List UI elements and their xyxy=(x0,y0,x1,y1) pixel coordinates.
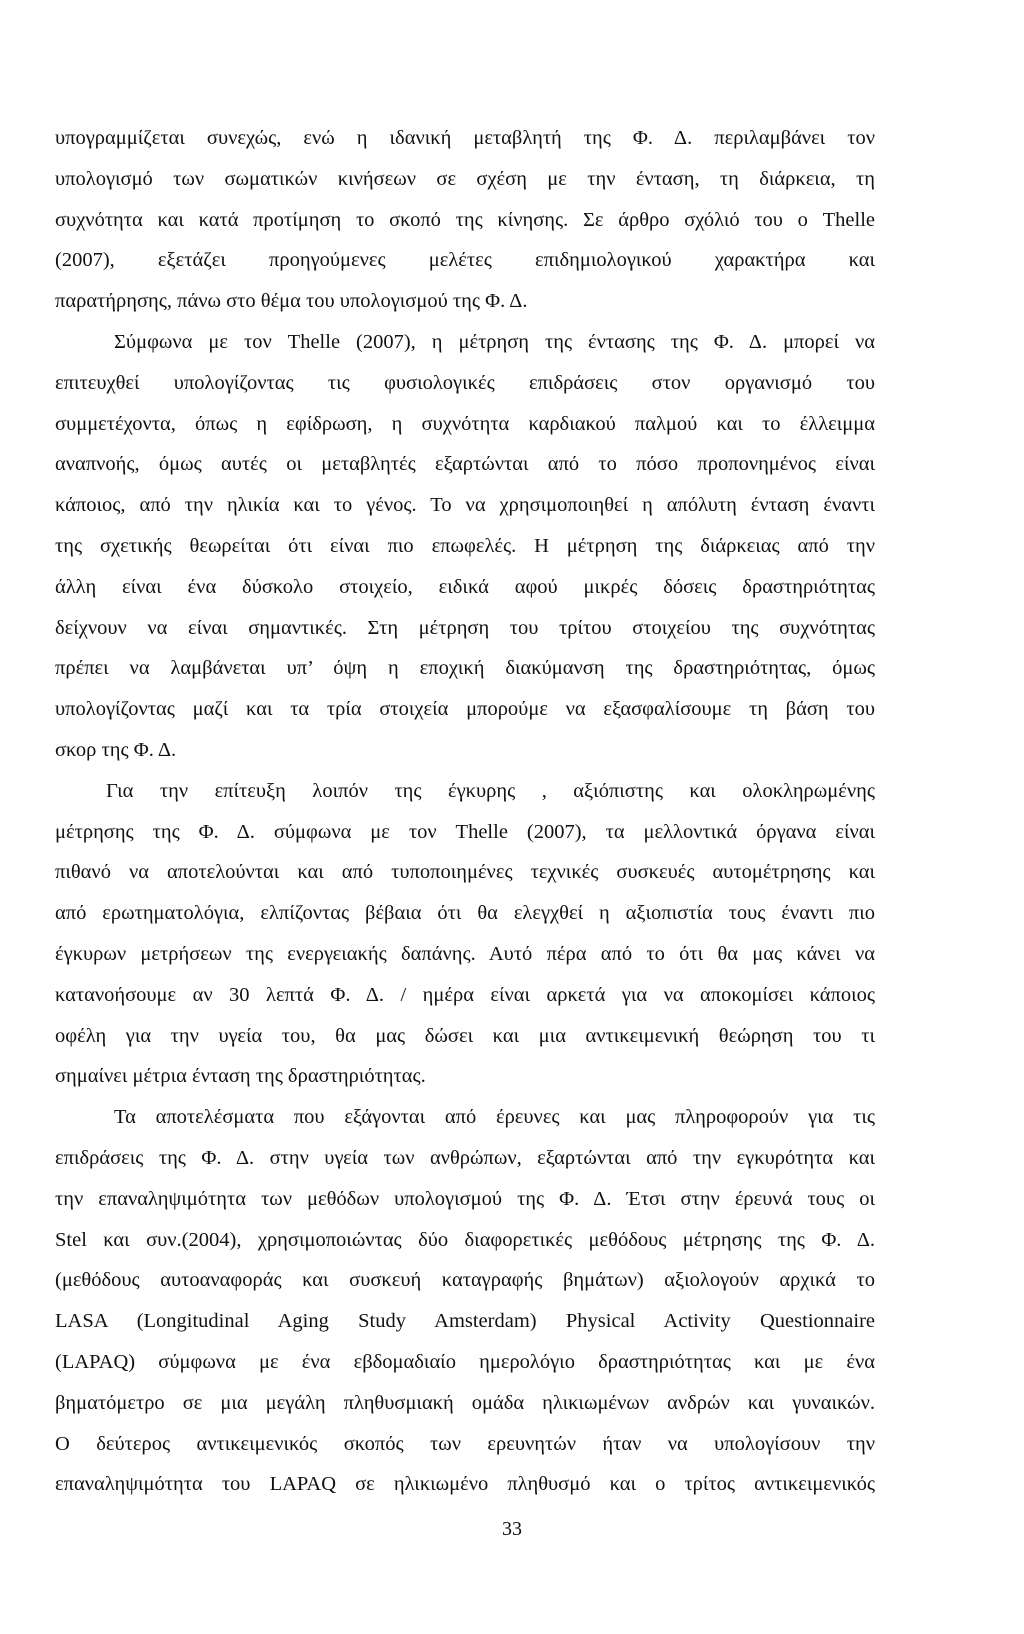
text-line: έγκυρων μετρήσεων της ενεργειακής δαπάνης. Αυτό πέρα από το ότι θα μας κάνει να xyxy=(55,942,875,965)
text-line: άλλη είναι ένα δύσκολο στοιχείο, ειδικά αφού μικρές δόσεις δραστηριότητας xyxy=(55,575,875,598)
text-line: μέτρησης της Φ. Δ. σύμφωνα με τον Thelle (2007), τα μελλοντικά όργανα είναι xyxy=(55,820,875,843)
text-line: σκορ της Φ. Δ. xyxy=(55,738,177,761)
text-line: της σχετικής θεωρείται ότι είναι πιο επωφελές. Η μέτρηση της διάρκειας από την xyxy=(55,534,875,557)
text-line: κατανοήσουμε αν 30 λεπτά Φ. Δ. / ημέρα είναι αρκετά για να αποκομίσει κάποιος xyxy=(55,983,875,1006)
text-line: υπογραμμίζεται συνεχώς, ενώ η ιδανική μεταβλητή της Φ. Δ. περιλαμβάνει τον xyxy=(55,127,875,149)
text-line: δείχνουν να είναι σημαντικές. Στη μέτρηση του τρίτου στοιχείου της συχνότητας xyxy=(55,616,875,639)
text-line: υπολογίζοντας μαζί και τα τρία στοιχεία μπορούμε να εξασφαλίσουμε τη βάση του xyxy=(55,698,875,721)
text-line: την επαναληψιμότητα των μεθόδων υπολογισμού της Φ. Δ. Έτσι στην έρευνά τους οι xyxy=(55,1187,875,1210)
text-line: από ερωτηματολόγια, ελπίζοντας βέβαια ότι θα ελεγχθεί η αξιοπιστία τους έναντι πιο xyxy=(55,902,875,925)
text-line: Ο δεύτερος αντικειμενικός σκοπός των ερευνητών ήταν να υπολογίσουν την xyxy=(55,1432,875,1455)
text-line: επιτευχθεί υπολογίζοντας τις φυσιολογικές επιδράσεις στον οργανισμό του xyxy=(55,371,875,394)
text-line: συχνότητα και κατά προτίμηση το σκοπό της κίνησης. Σε άρθρο σχόλιό του ο Thelle xyxy=(55,208,875,231)
text-line: συμμετέχοντα, όπως η εφίδρωση, η συχνότητα καρδιακού παλμού και το έλλειμμα xyxy=(55,412,875,435)
body-text xyxy=(55,118,875,1505)
text-line: (μεθόδους αυτοαναφοράς και συσκευή καταγραφής βημάτων) αξιολογούν αρχικά το xyxy=(55,1269,875,1292)
text-line: Τα αποτελέσματα που εξάγονται από έρευνες και μας πληροφορούν για τις xyxy=(114,1106,875,1129)
text-line: υπολογισμό των σωματικών κινήσεων σε σχέση με την ένταση, τη διάρκεια, τη xyxy=(55,167,875,190)
text-line: (2007), εξετάζει προηγούμενες μελέτες επιδημιολογικού χαρακτήρα και xyxy=(55,249,875,272)
text-line: επαναληψιμότητα του LAPAQ σε ηλικιωμένο πληθυσμό και ο τρίτος αντικειμενικός xyxy=(55,1473,875,1496)
text-line: Σύμφωνα με τον Thelle (2007), η μέτρηση της έντασης της Φ. Δ. μπορεί να xyxy=(114,330,875,353)
text-line: επιδράσεις της Φ. Δ. στην υγεία των ανθρώπων, εξαρτώνται από την εγκυρότητα και xyxy=(55,1146,875,1169)
page-number: 33 xyxy=(502,1518,522,1540)
text-line: αναπνοής, όμως αυτές οι μεταβλητές εξαρτώνται από το πόσο προπονημένος είναι xyxy=(55,453,875,476)
text-line: σημαίνει μέτρια ένταση της δραστηριότητας. xyxy=(55,1065,426,1088)
text-line: Για την επίτευξη λοιπόν της έγκυρης , αξιόπιστης και ολοκληρωμένης xyxy=(106,779,875,802)
text-line: οφέλη για την υγεία του, θα μας δώσει και μια αντικειμενική θεώρηση του τι xyxy=(55,1024,875,1047)
text-line: πιθανό να αποτελούνται και από τυποποιημένες τεχνικές συσκευές αυτομέτρησης και xyxy=(55,861,875,884)
text-line: πρέπει να λαμβάνεται υπ’ όψη η εποχική διακύμανση της δραστηριότητας, όμως xyxy=(55,657,875,680)
text-line: βηματόμετρο σε μια μεγάλη πληθυσμιακή ομάδα ηλικιωμένων ανδρών και γυναικών. xyxy=(55,1391,875,1414)
text-line: κάποιος, από την ηλικία και το γένος. Το να χρησιμοποιηθεί η απόλυτη ένταση έναντι xyxy=(55,494,875,517)
text-line: Stel και συν.(2004), χρησιμοποιώντας δύο διαφορετικές μεθόδους μέτρησης της Φ. Δ. xyxy=(55,1228,875,1251)
text-line: (LAPAQ) σύμφωνα με ένα εβδομαδιαίο ημερολόγιο δραστηριότητας και με ένα xyxy=(55,1350,875,1373)
text-line: παρατήρησης, πάνω στο θέμα του υπολογισμού της Φ. Δ. xyxy=(55,290,528,313)
text-line: LASA (Longitudinal Aging Study Amsterdam) Physical Activity Questionnaire xyxy=(55,1310,875,1333)
